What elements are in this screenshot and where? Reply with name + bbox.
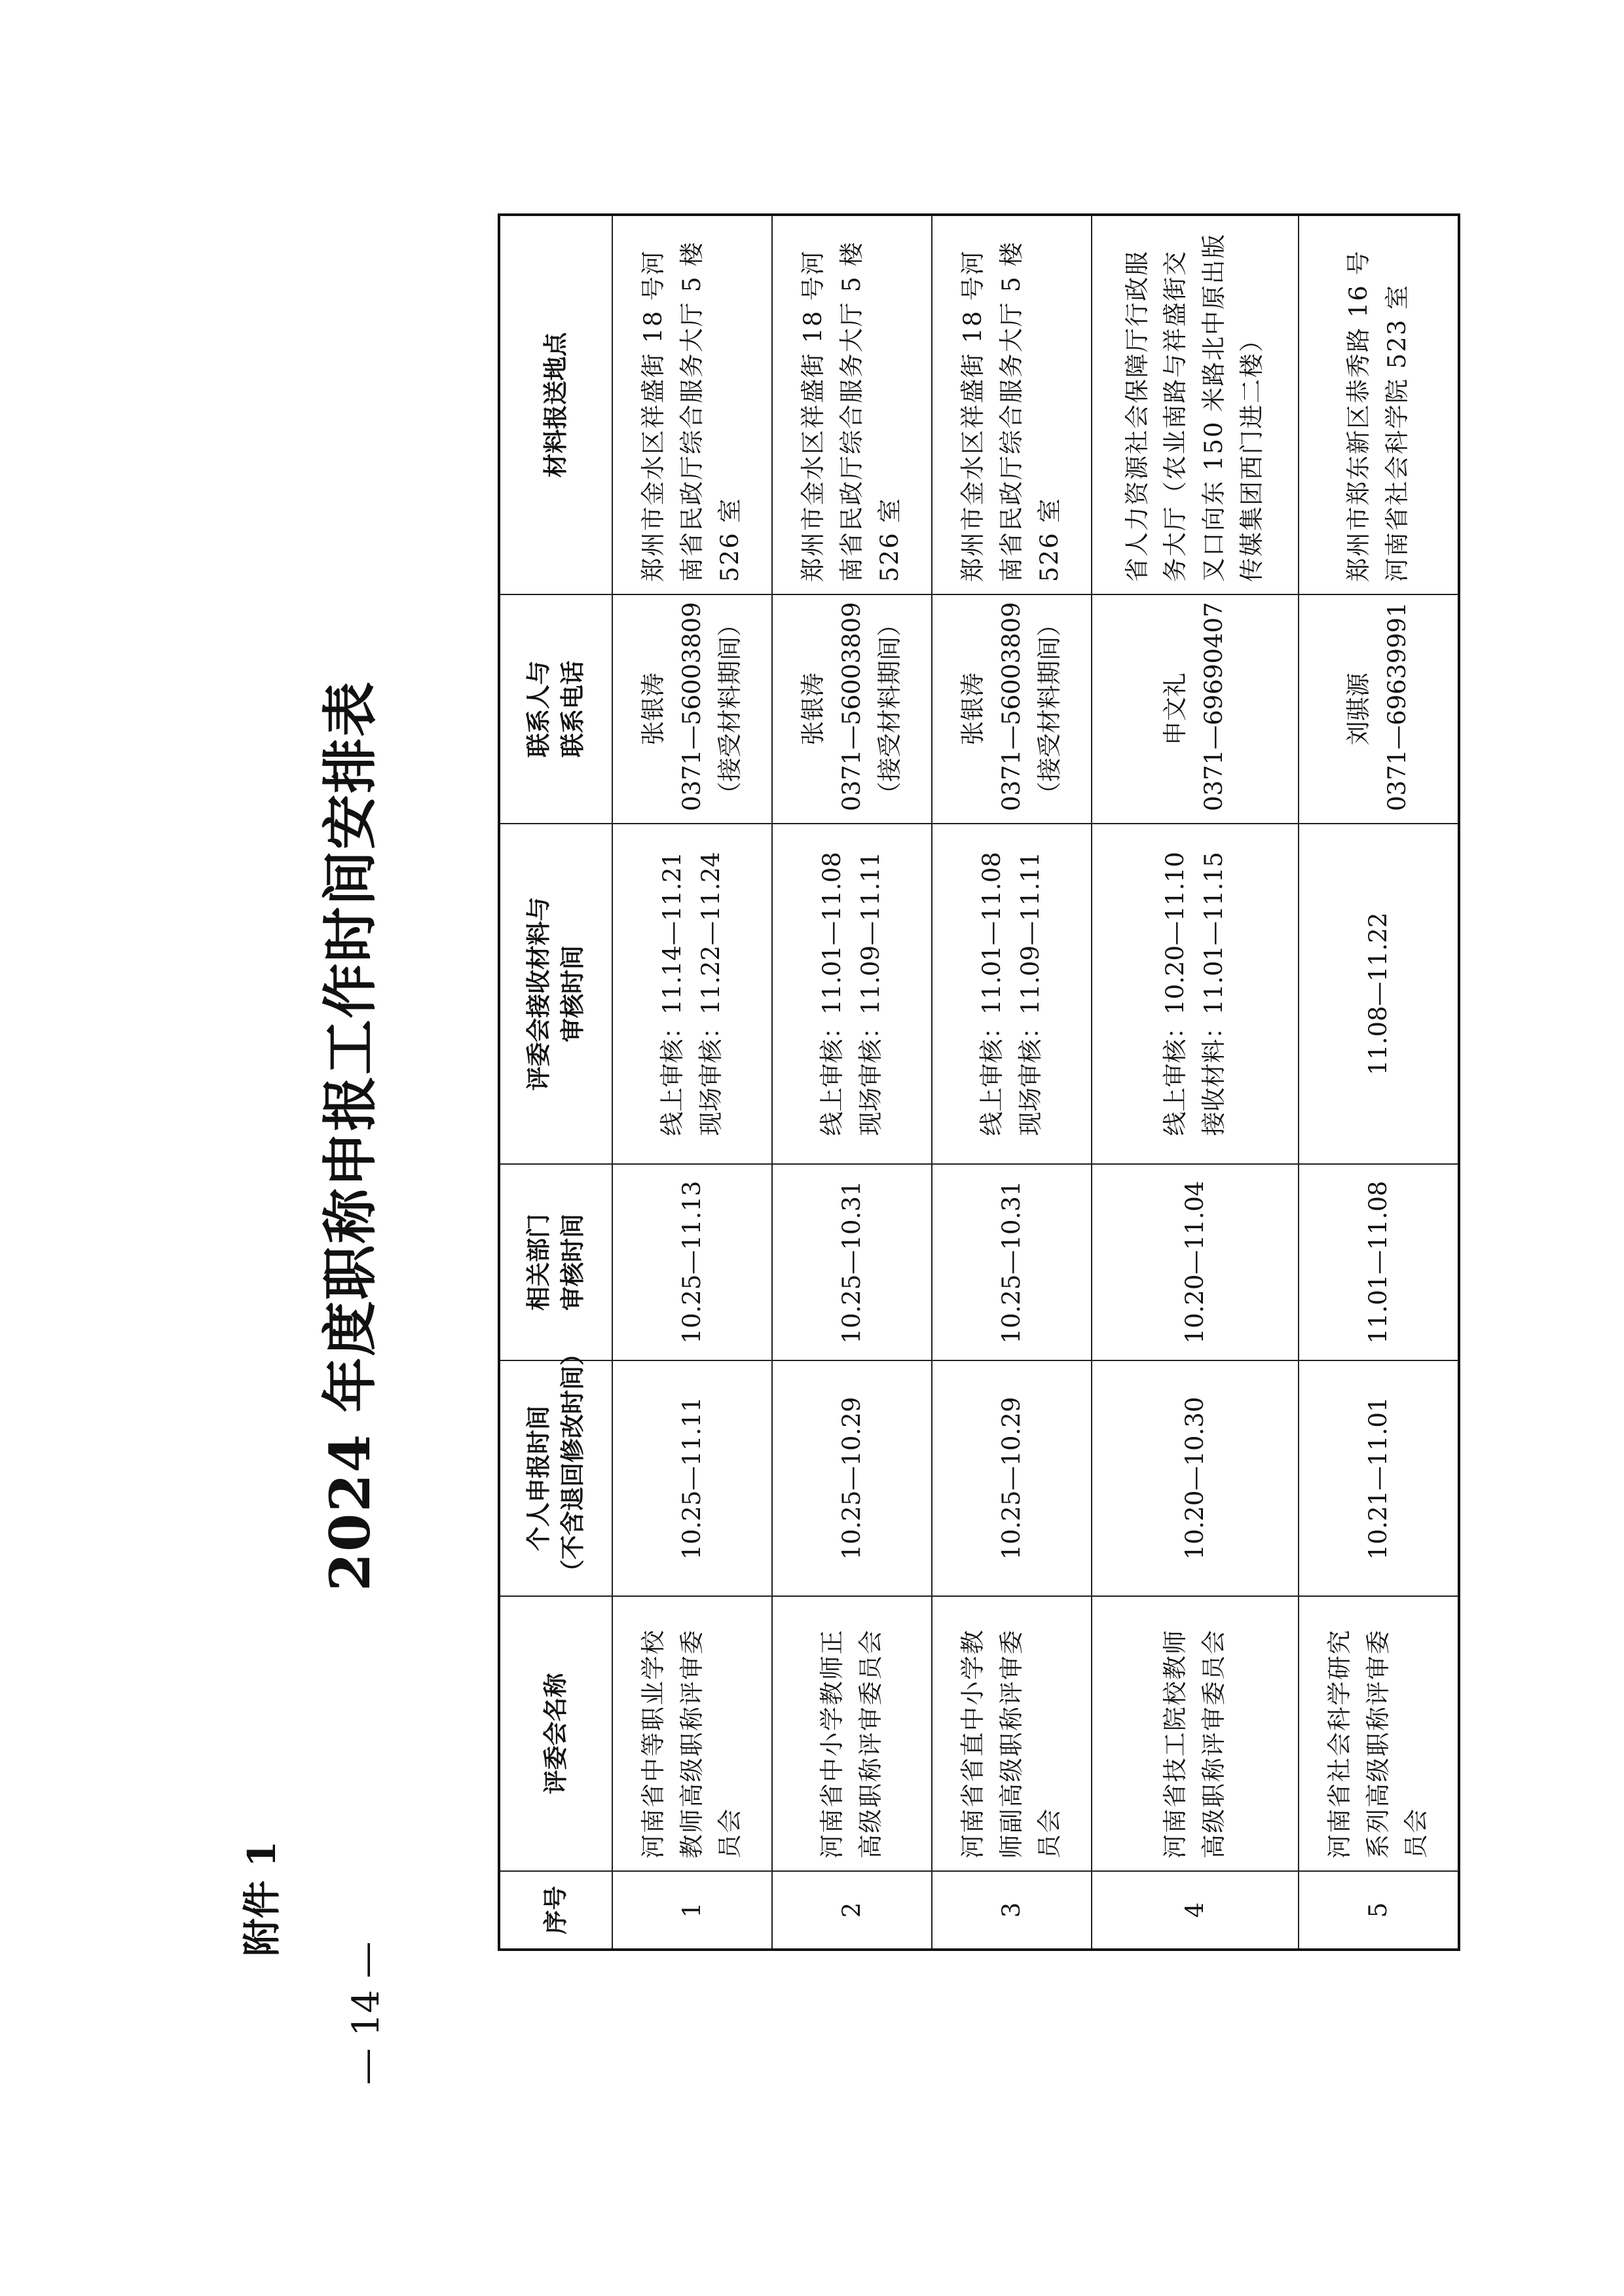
table-header-row bbox=[499, 215, 612, 1950]
review-line2: 现场审核：11.09—11.11 bbox=[856, 852, 885, 1136]
header-committee-review bbox=[499, 824, 612, 1164]
table-row bbox=[772, 215, 932, 1950]
table-row bbox=[1299, 215, 1459, 1950]
header-dept-review bbox=[499, 1164, 612, 1360]
cell-contact bbox=[612, 594, 772, 824]
contact-name: 刘骐源 bbox=[1344, 672, 1373, 746]
contact-phone: 0371—56003809 bbox=[677, 602, 706, 811]
cell-committee-review bbox=[772, 824, 932, 1164]
cell-address: 郑州市金水区祥盛街 18 号河南省民政厅综合服务大厅 5 楼 526 室 bbox=[612, 215, 772, 594]
header-dept-review-line1: 相关部门 bbox=[524, 1214, 553, 1311]
cell-dept-review: 10.25—11.13 bbox=[612, 1164, 772, 1360]
cell-dept-review: 10.25—10.31 bbox=[772, 1164, 932, 1360]
cell-contact bbox=[1299, 594, 1459, 824]
cell-contact bbox=[932, 594, 1092, 824]
header-committee: 评委会名称 bbox=[499, 1596, 612, 1871]
review-line1: 线上审核：11.14—11.21 bbox=[658, 852, 687, 1136]
page-number: — 14 — bbox=[345, 1941, 388, 2085]
cell-committee: 河南省中小学教师正高级职称评审委员会 bbox=[772, 1596, 932, 1871]
cell-committee-review bbox=[932, 824, 1092, 1164]
header-apply-time bbox=[499, 1341, 612, 1596]
review-line1: 11.08—11.22 bbox=[1363, 912, 1392, 1076]
cell-committee: 河南省中等职业学校教师高级职称评审委员会 bbox=[612, 1596, 772, 1871]
cell-dept-review: 11.01—11.08 bbox=[1299, 1164, 1459, 1360]
cell-committee-review bbox=[1299, 824, 1459, 1164]
header-contact-line1: 联系人与 bbox=[524, 661, 553, 757]
table-row bbox=[612, 215, 772, 1950]
header-apply-time-line1: 个人申报时间 bbox=[524, 1406, 553, 1551]
cell-apply-time: 10.25—11.11 bbox=[612, 1360, 772, 1596]
cell-contact bbox=[1092, 594, 1299, 824]
schedule-table-container bbox=[498, 216, 1460, 1951]
contact-name: 张银涛 bbox=[959, 672, 987, 746]
cell-apply-time: 10.25—10.29 bbox=[772, 1360, 932, 1596]
cell-seq: 2 bbox=[772, 1871, 932, 1950]
cell-committee: 河南省社会科学研究系列高级职称评审委员会 bbox=[1299, 1596, 1459, 1871]
contact-name: 张银涛 bbox=[799, 672, 828, 746]
contact-phone: 0371—69639991 bbox=[1382, 602, 1411, 811]
review-line1: 线上审核：11.01—11.08 bbox=[978, 852, 1006, 1136]
cell-address: 省人力资源社会保障厅行政服务大厅（农业南路与祥盛街交叉口向东 150 米路北中原出版传媒集团西门进二楼） bbox=[1092, 215, 1299, 594]
table-row bbox=[1092, 215, 1299, 1950]
cell-committee-review bbox=[1092, 824, 1299, 1164]
contact-note: （接受材料期间） bbox=[1035, 612, 1063, 806]
cell-apply-time: 10.25—10.29 bbox=[932, 1360, 1092, 1596]
cell-committee: 河南省省直中小学教师副高级职称评审委员会 bbox=[932, 1596, 1092, 1871]
review-line2: 接收材料：11.01—11.15 bbox=[1199, 852, 1228, 1136]
page-title: 2024 年度职称申报工作时间安排表 bbox=[318, 680, 382, 1592]
cell-dept-review: 10.25—10.31 bbox=[932, 1164, 1092, 1360]
contact-name: 张银涛 bbox=[639, 672, 668, 746]
header-apply-time-line2: （不含退回修改时间） bbox=[558, 1341, 587, 1584]
cell-seq: 5 bbox=[1299, 1871, 1459, 1950]
header-committee-review-line1: 评委会接收材料与 bbox=[524, 897, 553, 1091]
contact-note: （接受材料期间） bbox=[876, 612, 904, 806]
cell-dept-review: 10.20—11.04 bbox=[1092, 1164, 1299, 1360]
table-row bbox=[932, 215, 1092, 1950]
contact-note: （接受材料期间） bbox=[716, 612, 745, 806]
header-dept-review-line2: 审核时间 bbox=[558, 1214, 587, 1311]
header-contact bbox=[499, 594, 612, 824]
cell-apply-time: 10.21—11.01 bbox=[1299, 1360, 1459, 1596]
cell-seq: 1 bbox=[612, 1871, 772, 1950]
review-line1: 线上审核：10.20—11.10 bbox=[1161, 852, 1190, 1136]
header-seq: 序号 bbox=[499, 1871, 612, 1950]
header-committee-review-line2: 审核时间 bbox=[558, 945, 587, 1042]
review-line1: 线上审核：11.01—11.08 bbox=[818, 852, 847, 1136]
cell-address: 郑州市郑东新区恭秀路 16 号河南省社会科学院 523 室 bbox=[1299, 215, 1459, 594]
cell-seq: 3 bbox=[932, 1871, 1092, 1950]
contact-name: 申文礼 bbox=[1161, 672, 1190, 746]
cell-apply-time: 10.20—10.30 bbox=[1092, 1360, 1299, 1596]
review-line2: 现场审核：11.09—11.11 bbox=[1016, 852, 1044, 1136]
cell-address: 郑州市金水区祥盛街 18 号河南省民政厅综合服务大厅 5 楼 526 室 bbox=[772, 215, 932, 594]
review-line2: 现场审核：11.22—11.24 bbox=[696, 852, 725, 1136]
header-contact-line2: 联系电话 bbox=[558, 661, 587, 757]
contact-phone: 0371—56003809 bbox=[837, 602, 866, 811]
cell-committee: 河南省技工院校教师高级职称评审委员会 bbox=[1092, 1596, 1299, 1871]
attachment-label: 附件 1 bbox=[240, 1840, 284, 1957]
cell-address: 郑州市金水区祥盛街 18 号河南省民政厅综合服务大厅 5 楼 526 室 bbox=[932, 215, 1092, 594]
contact-phone: 0371—69690407 bbox=[1199, 602, 1228, 811]
cell-seq: 4 bbox=[1092, 1871, 1299, 1950]
contact-phone: 0371—56003809 bbox=[997, 602, 1025, 811]
schedule-table bbox=[498, 213, 1460, 1951]
cell-committee-review bbox=[612, 824, 772, 1164]
cell-contact bbox=[772, 594, 932, 824]
header-address: 材料报送地点 bbox=[499, 215, 612, 594]
